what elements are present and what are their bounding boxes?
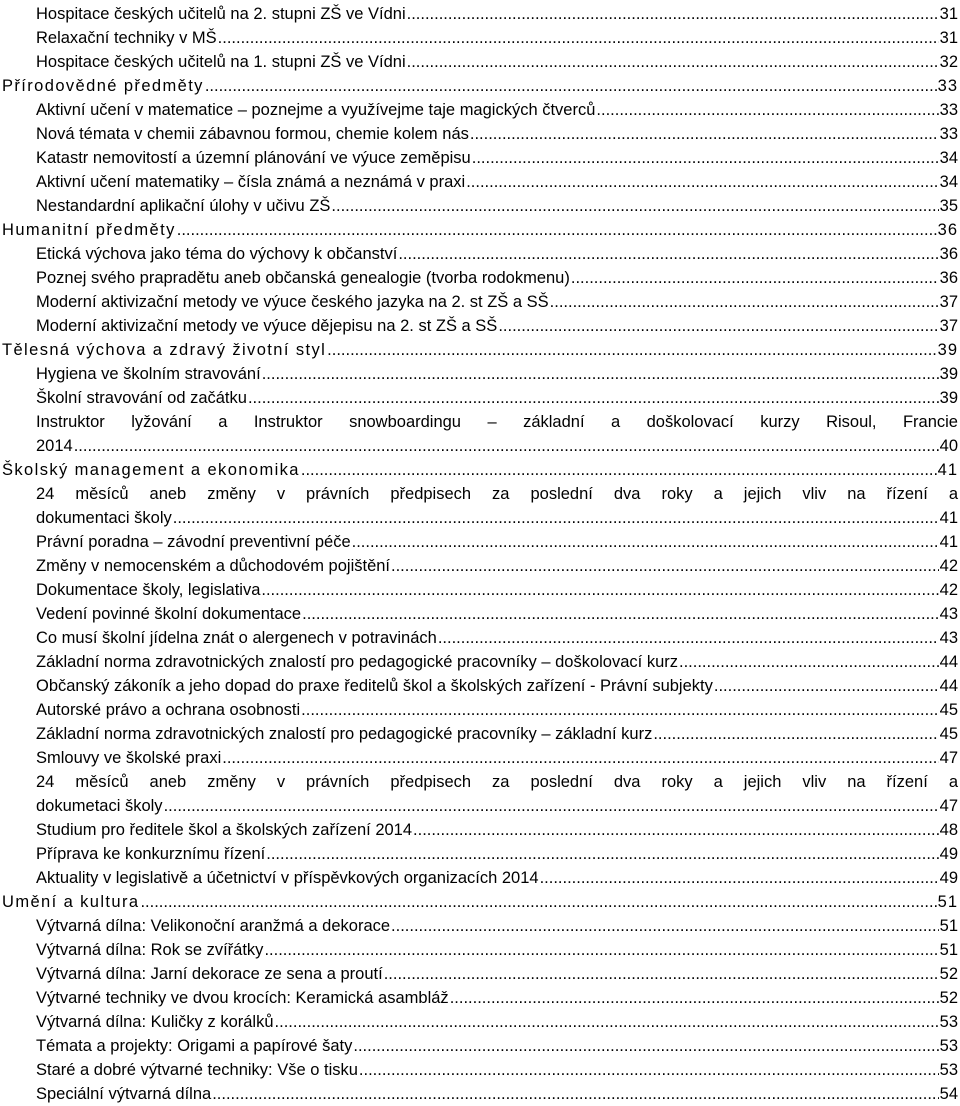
- toc-page-number: 34: [939, 173, 958, 191]
- dot-leader: [596, 98, 938, 122]
- toc-entry[interactable]: [0, 1058, 960, 1082]
- toc-entry-title: Výtvarná dílna: Velikonoční aranžmá a dekorace: [36, 917, 391, 935]
- toc-page-number: 49: [939, 869, 958, 887]
- dot-leader: [550, 290, 939, 314]
- toc-page-number: 40: [939, 437, 958, 455]
- toc-entry[interactable]: [0, 170, 960, 194]
- toc-entry[interactable]: [0, 938, 960, 962]
- toc-entry-title: Školní stravování od začátku: [36, 389, 247, 407]
- toc-entry[interactable]: [0, 98, 960, 122]
- toc-entry-title: Nestandardní aplikační úlohy v učivu ZŠ: [36, 197, 331, 215]
- toc-entry-title: Studium pro ředitele škol a školských zařízení 2014: [36, 821, 413, 839]
- dot-leader: [407, 2, 939, 26]
- toc-entry-title: Nová témata v chemii zábavnou formou, chemie kolem nás: [36, 125, 469, 143]
- toc-entry-title: Staré a dobré výtvarné techniky: Vše o tisku: [36, 1061, 358, 1079]
- dot-leader: [164, 794, 939, 818]
- dot-leader: [653, 722, 938, 746]
- dot-leader: [222, 746, 938, 770]
- dot-leader: [266, 842, 938, 866]
- toc-entry-title-continued: dokumentaci školy: [36, 509, 172, 527]
- toc-entry[interactable]: [0, 26, 960, 50]
- dot-leader: [398, 242, 938, 266]
- toc-page-number: 36: [939, 269, 958, 287]
- toc-page-number: 39: [939, 389, 958, 407]
- toc-page-number: 42: [939, 557, 958, 575]
- toc-page-number: 51: [939, 941, 958, 959]
- toc-entry-title: Základní norma zdravotnických znalostí pro pedagogické pracovníky – doškolovací kurz: [36, 653, 678, 671]
- toc-entry[interactable]: [0, 2, 960, 26]
- toc-page-number: 47: [939, 797, 958, 815]
- toc-entry-title: Co musí školní jídelna znát o alergenech v potravinách: [36, 629, 437, 647]
- dot-leader: [470, 122, 939, 146]
- toc-section-heading[interactable]: [0, 338, 960, 362]
- dot-leader: [472, 146, 939, 170]
- dot-leader: [177, 218, 937, 242]
- toc-entry-title: Moderní aktivizační metody ve výuce českého jazyka na 2. st ZŠ a SŠ: [36, 293, 549, 311]
- toc-entry[interactable]: [0, 962, 960, 986]
- toc-entry[interactable]: [0, 1010, 960, 1034]
- toc-entry[interactable]: [0, 266, 960, 290]
- toc-entry-title: Výtvarná dílna: Kuličky z korálků: [36, 1013, 274, 1031]
- dot-leader: [391, 554, 939, 578]
- dot-leader: [407, 50, 939, 74]
- toc-entry[interactable]: [0, 290, 960, 314]
- dot-leader: [331, 194, 938, 218]
- toc-page-number: 53: [939, 1013, 958, 1031]
- toc-entry[interactable]: [0, 362, 960, 386]
- toc-page-number: 51: [937, 893, 958, 911]
- toc-entry[interactable]: [0, 530, 960, 554]
- dot-leader: [173, 506, 939, 530]
- toc-entry-title: Aktivní učení matematiky – čísla známá a neznámá v praxi: [36, 173, 466, 191]
- toc-entry-title: Právní poradna – závodní preventivní péče: [36, 533, 351, 551]
- dot-leader: [352, 530, 939, 554]
- toc-page-number: 36: [939, 245, 958, 263]
- dot-leader: [301, 458, 937, 482]
- dot-leader: [359, 1058, 939, 1082]
- toc-page-number: 37: [939, 317, 958, 335]
- toc-entry[interactable]: [0, 482, 960, 530]
- toc-entry[interactable]: [0, 866, 960, 890]
- toc-entry-title: Poznej svého prapradětu aneb občanská genealogie (tvorba rodokmenu): [36, 269, 570, 287]
- toc-page-number: 54: [939, 1085, 958, 1103]
- dot-leader: [248, 386, 939, 410]
- dot-leader: [275, 1010, 939, 1034]
- dot-leader: [384, 962, 939, 986]
- toc-section-heading[interactable]: [0, 218, 960, 242]
- toc-entry-title-continued: dokumetaci školy: [36, 797, 163, 815]
- toc-entry-title: Instruktor lyžování a Instruktor snowboardingu – základní a doškolovací kurzy Risoul, Francie: [36, 413, 958, 431]
- toc-section-heading[interactable]: [0, 74, 960, 98]
- toc-entry-title: Hospitace českých učitelů na 1. stupni ZŠ ve Vídni: [36, 53, 406, 71]
- toc-entry[interactable]: [0, 650, 960, 674]
- toc-entry-title: Školský management a ekonomika: [2, 461, 300, 479]
- toc-entry[interactable]: [0, 770, 960, 818]
- toc-entry-title: 24 měsíců aneb změny v právních předpisech za poslední dva roky a jejich vliv na řízení a: [36, 485, 958, 503]
- toc-page-number: 44: [939, 677, 958, 695]
- toc-entry-title: Autorské právo a ochrana osobnosti: [36, 701, 301, 719]
- toc-entry-title: Výtvarné techniky ve dvou krocích: Keramická asambláž: [36, 989, 449, 1007]
- dot-leader: [450, 986, 939, 1010]
- toc-entry[interactable]: [0, 746, 960, 770]
- toc-entry[interactable]: [0, 146, 960, 170]
- toc-entry-title: Moderní aktivizační metody ve výuce dějepisu na 2. st ZŠ a SŠ: [36, 317, 498, 335]
- toc-page-number: 33: [937, 77, 958, 95]
- toc-entry[interactable]: [0, 602, 960, 626]
- toc-page-number: 41: [939, 509, 958, 527]
- dot-leader: [540, 866, 939, 890]
- toc-page-number: 47: [939, 749, 958, 767]
- toc-entry[interactable]: [0, 578, 960, 602]
- toc-entry[interactable]: [0, 698, 960, 722]
- toc-entry-title: Etická výchova jako téma do výchovy k občanství: [36, 245, 398, 263]
- toc-entry[interactable]: [0, 386, 960, 410]
- toc-page-number: 51: [939, 917, 958, 935]
- dot-leader: [413, 818, 939, 842]
- dot-leader: [679, 650, 939, 674]
- toc-page-number: 44: [939, 653, 958, 671]
- toc-entry-title: Témata a projekty: Origami a papírové šaty: [36, 1037, 353, 1055]
- toc-entry[interactable]: [0, 314, 960, 338]
- dot-leader: [262, 362, 939, 386]
- toc-entry[interactable]: [0, 674, 960, 698]
- toc-page-number: 36: [937, 221, 958, 239]
- toc-page-number: 43: [939, 605, 958, 623]
- toc-page-number: 34: [939, 149, 958, 167]
- toc-entry-title: Výtvarná dílna: Rok se zvířátky: [36, 941, 264, 959]
- dot-leader: [466, 170, 938, 194]
- dot-leader: [218, 26, 939, 50]
- toc-entry-title: Výtvarná dílna: Jarní dekorace ze sena a proutí: [36, 965, 383, 983]
- toc-page-number: 45: [939, 701, 958, 719]
- toc-page-number: 37: [939, 293, 958, 311]
- dot-leader: [261, 578, 938, 602]
- toc-page-number: 39: [939, 365, 958, 383]
- toc-entry-title: Aktivní učení v matematice – poznejme a využívejme taje magických čtverců: [36, 101, 596, 119]
- toc-page-number: 43: [939, 629, 958, 647]
- dot-leader: [301, 698, 938, 722]
- dot-leader: [498, 314, 938, 338]
- toc-page-number: 35: [939, 197, 958, 215]
- toc-entry[interactable]: [0, 410, 960, 458]
- toc-page-number: 53: [939, 1037, 958, 1055]
- toc-page-number: 39: [937, 341, 958, 359]
- toc-entry-title: Změny v nemocenském a důchodovém pojištění: [36, 557, 391, 575]
- toc-entry-title: Aktuality v legislativě a účetnictví v příspěvkových organizacích 2014: [36, 869, 539, 887]
- toc-entry-title-continued: 2014: [36, 437, 73, 455]
- toc-entry-title: Umění a kultura: [2, 893, 140, 911]
- toc-entry-title: Příprava ke konkurznímu řízení: [36, 845, 266, 863]
- dot-leader: [327, 338, 936, 362]
- toc-entry-title: Speciální výtvarná dílna: [36, 1085, 212, 1103]
- toc-page-number: 33: [939, 101, 958, 119]
- dot-leader: [391, 914, 939, 938]
- dot-leader: [714, 674, 939, 698]
- toc-entry-title: Humanitní předměty: [2, 221, 176, 239]
- toc-page-number: 32: [939, 53, 958, 71]
- toc-entry[interactable]: [0, 842, 960, 866]
- dot-leader: [353, 1034, 938, 1058]
- toc-section-heading[interactable]: [0, 890, 960, 914]
- toc-entry-title: Hygiena ve školním stravování: [36, 365, 261, 383]
- toc-page-number: 53: [939, 1061, 958, 1079]
- dot-leader: [302, 602, 939, 626]
- toc-entry[interactable]: [0, 818, 960, 842]
- toc-entry-title: Dokumentace školy, legislativa: [36, 581, 261, 599]
- toc-page-number: 49: [939, 845, 958, 863]
- toc-entry-title: Katastr nemovitostí a územní plánování ve výuce zeměpisu: [36, 149, 471, 167]
- toc-entry-title: Tělesná výchova a zdravý životní styl: [2, 341, 327, 359]
- toc-entry[interactable]: [0, 986, 960, 1010]
- toc-entry[interactable]: [0, 554, 960, 578]
- dot-leader: [74, 434, 939, 458]
- dot-leader: [212, 1082, 938, 1106]
- toc-entry[interactable]: [0, 122, 960, 146]
- toc-page-number: 41: [939, 533, 958, 551]
- toc-entry-title: Přírodovědné předměty: [2, 77, 204, 95]
- toc-entry-title: Vedení povinné školní dokumentace: [36, 605, 302, 623]
- toc-entry[interactable]: [0, 1034, 960, 1058]
- toc-page-number: 48: [939, 821, 958, 839]
- toc-entry-title: Hospitace českých učitelů na 2. stupni ZŠ ve Vídni: [36, 5, 406, 23]
- dot-leader: [571, 266, 939, 290]
- toc-page-number: 41: [937, 461, 958, 479]
- toc-entry-title: Relaxační techniky v MŠ: [36, 29, 217, 47]
- toc-page-number: 33: [939, 125, 958, 143]
- toc-page-number: 42: [939, 581, 958, 599]
- toc-entry-title: 24 měsíců aneb změny v právních předpisech za poslední dva roky a jejich vliv na řízení a: [36, 773, 958, 791]
- dot-leader: [205, 74, 937, 98]
- toc-page-number: 45: [939, 725, 958, 743]
- toc-page-number: 52: [939, 989, 958, 1007]
- toc-entry[interactable]: [0, 722, 960, 746]
- toc-section-heading[interactable]: [0, 458, 960, 482]
- toc-page-number: 31: [939, 29, 958, 47]
- toc-entry[interactable]: [0, 626, 960, 650]
- toc-entry[interactable]: [0, 194, 960, 218]
- toc-page-number: 52: [939, 965, 958, 983]
- toc-entry[interactable]: [0, 1082, 960, 1106]
- toc-page-number: 31: [939, 5, 958, 23]
- dot-leader: [140, 890, 936, 914]
- toc-entry[interactable]: [0, 914, 960, 938]
- toc-entry[interactable]: [0, 50, 960, 74]
- dot-leader: [264, 938, 938, 962]
- toc-entry-title: Základní norma zdravotnických znalostí pro pedagogické pracovníky – základní kurz: [36, 725, 653, 743]
- toc-entry[interactable]: [0, 242, 960, 266]
- toc-entry-title: Smlouvy ve školské praxi: [36, 749, 222, 767]
- toc-entry-title: Občanský zákoník a jeho dopad do praxe ředitelů škol a školských zařízení - Právní subjekty: [36, 677, 713, 695]
- dot-leader: [438, 626, 939, 650]
